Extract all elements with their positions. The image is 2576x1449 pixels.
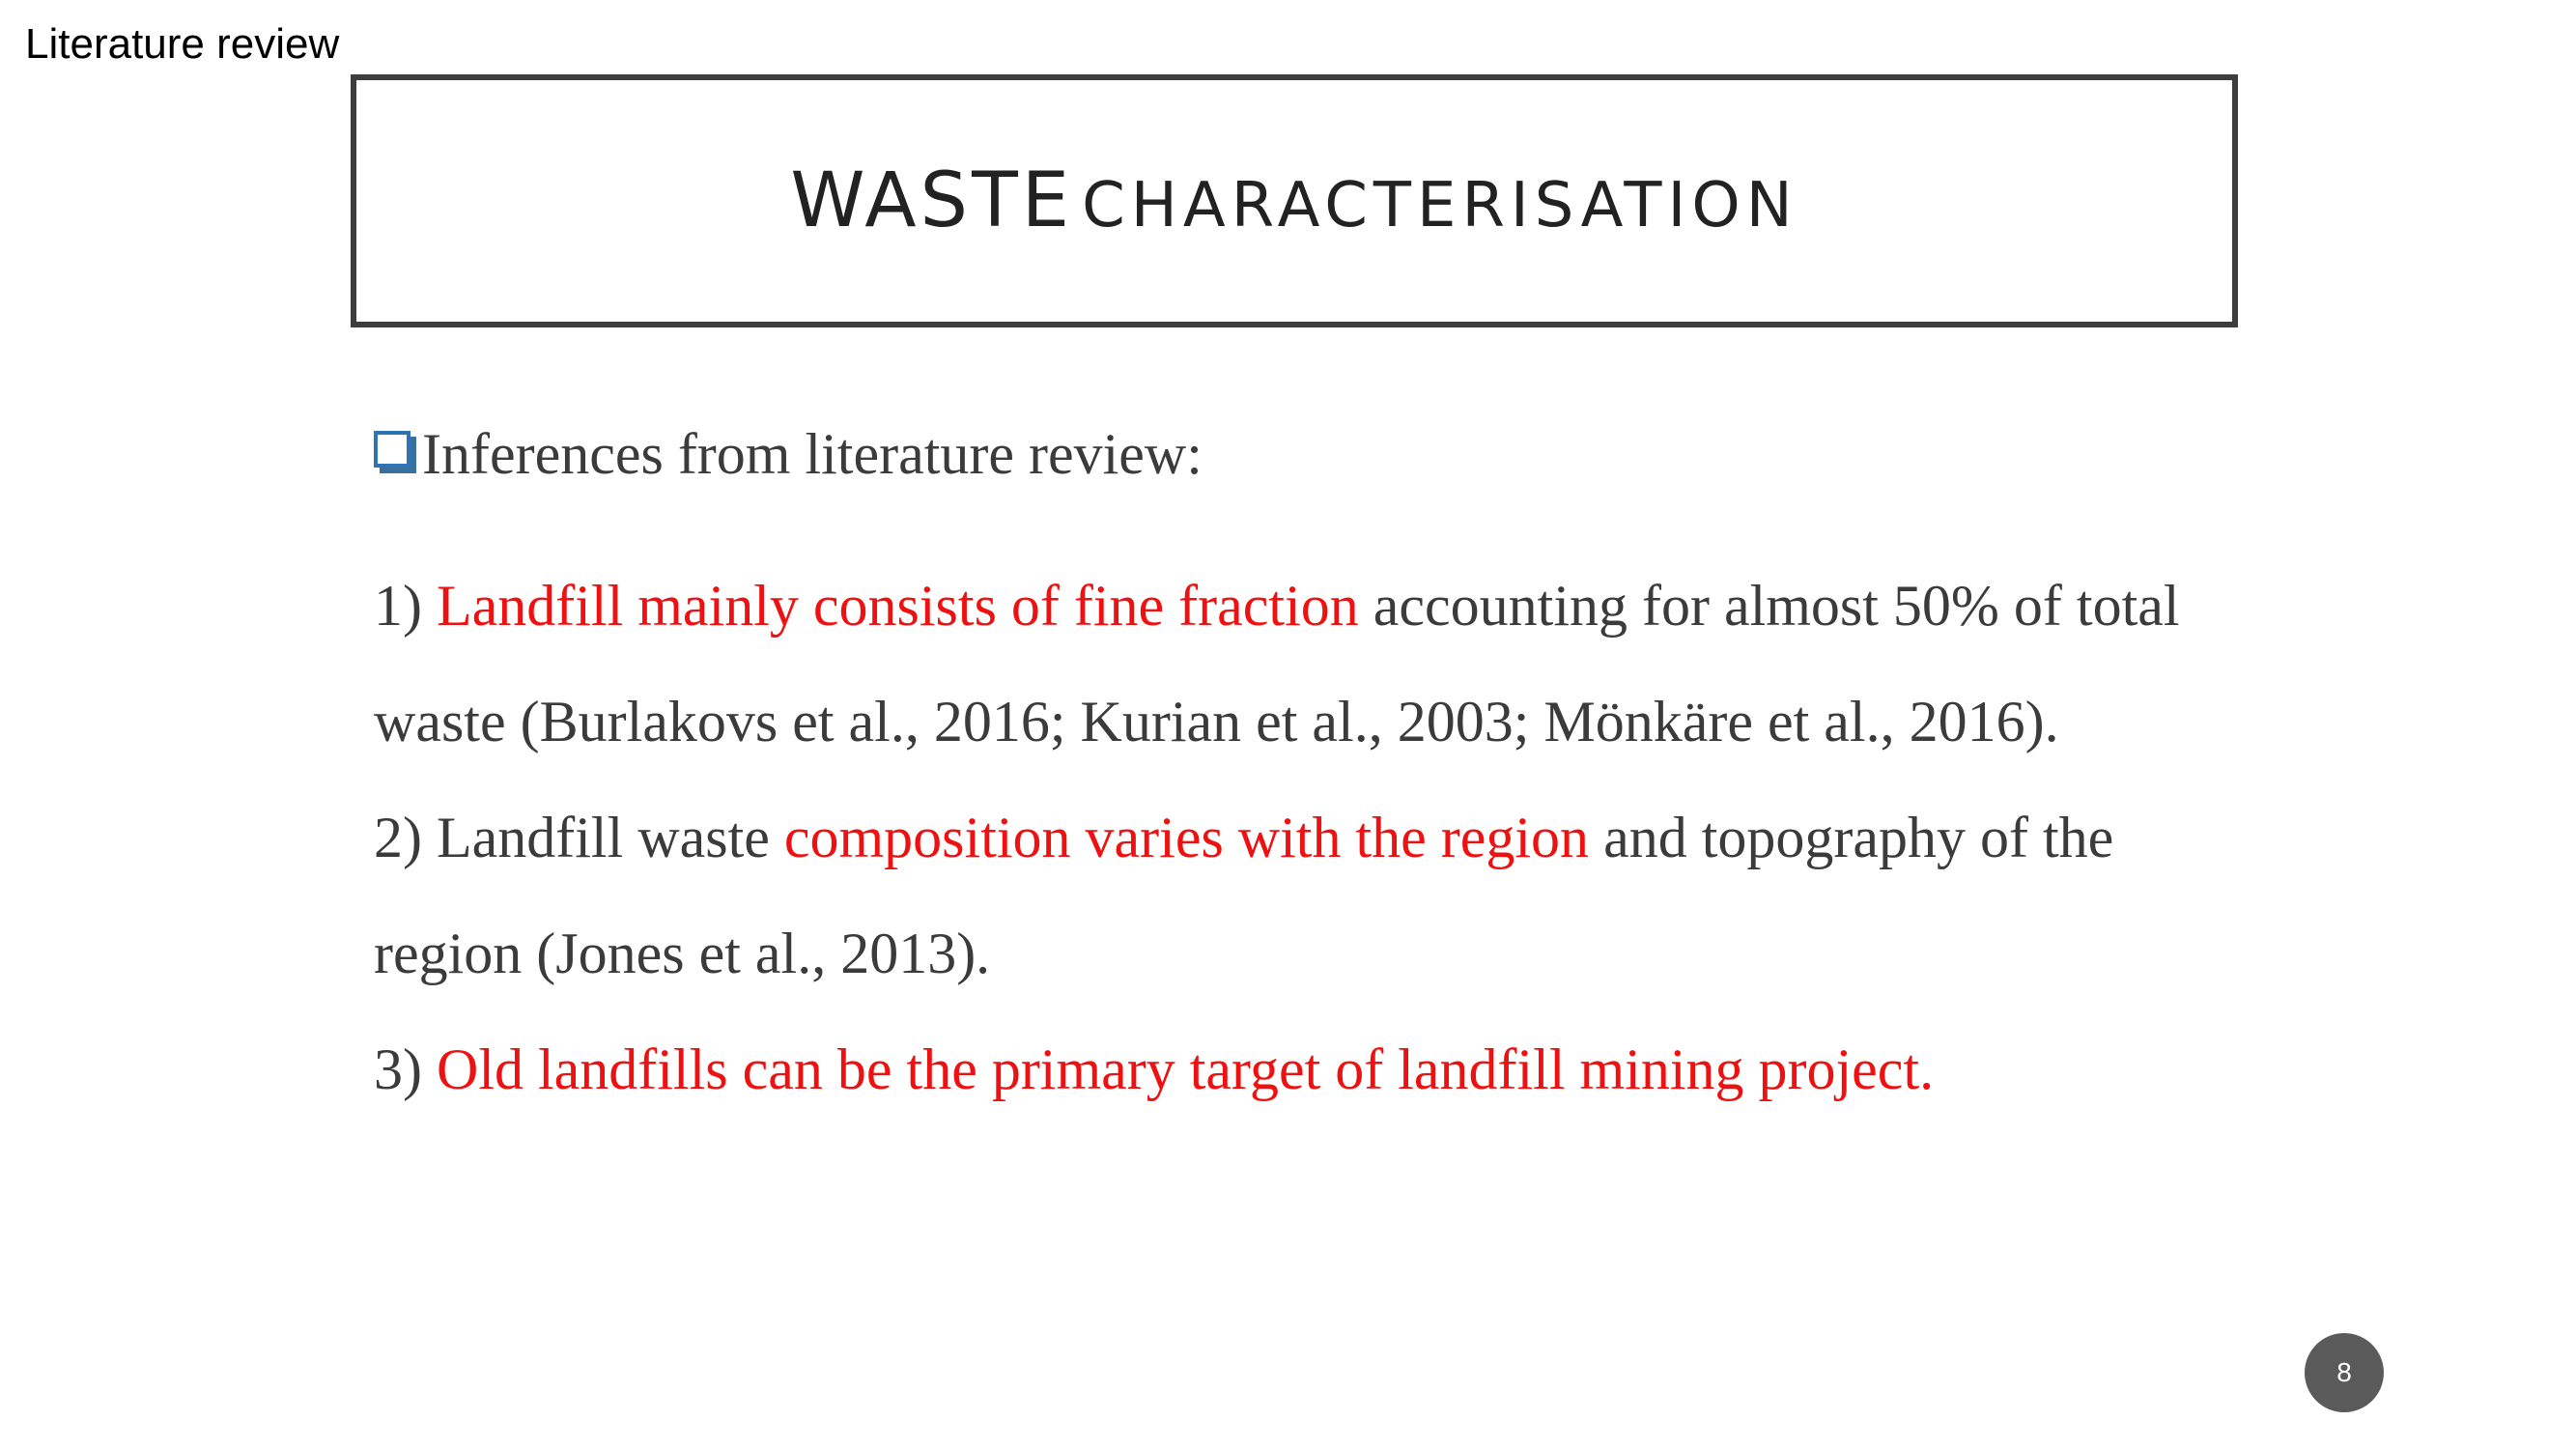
checkbox-bullet-icon bbox=[374, 431, 410, 468]
point-1-number: 1) bbox=[374, 574, 422, 638]
point-3-highlight: Old landfills can be the primary target of landfill mining project. bbox=[436, 1037, 1935, 1101]
point-2 bbox=[374, 780, 2238, 1011]
point-3 bbox=[374, 1011, 2238, 1127]
point-2-highlight: composition varies with the region bbox=[783, 806, 1590, 869]
bullet-heading bbox=[374, 411, 2238, 497]
section-label: Literature review bbox=[25, 20, 340, 68]
title-box bbox=[351, 74, 2238, 327]
page-number-badge: 8 bbox=[2305, 1333, 2384, 1412]
bullet-heading-text: Inferences from literature review: bbox=[422, 422, 1203, 486]
slide-title-rest: CHARACTERISATION bbox=[1082, 170, 1798, 242]
point-1-rest: accounting for almost 50% of total waste (Burlakovs et al., 2016; Kurian et al., 2003; Mönkäre et al., 2016). bbox=[374, 574, 2180, 753]
slide-title-first-word: WASTE bbox=[790, 157, 1074, 244]
point-1 bbox=[374, 548, 2238, 780]
slide-content bbox=[374, 411, 2238, 1127]
point-2-number: 2) bbox=[374, 806, 422, 869]
point-2-lead: Landfill waste bbox=[436, 806, 770, 869]
point-2-rest: and topography of the region (Jones et al., 2013). bbox=[374, 806, 2114, 985]
point-3-number: 3) bbox=[374, 1037, 422, 1101]
point-1-highlight: Landfill mainly consists of fine fraction bbox=[436, 574, 1359, 638]
slide-title bbox=[790, 157, 1798, 244]
